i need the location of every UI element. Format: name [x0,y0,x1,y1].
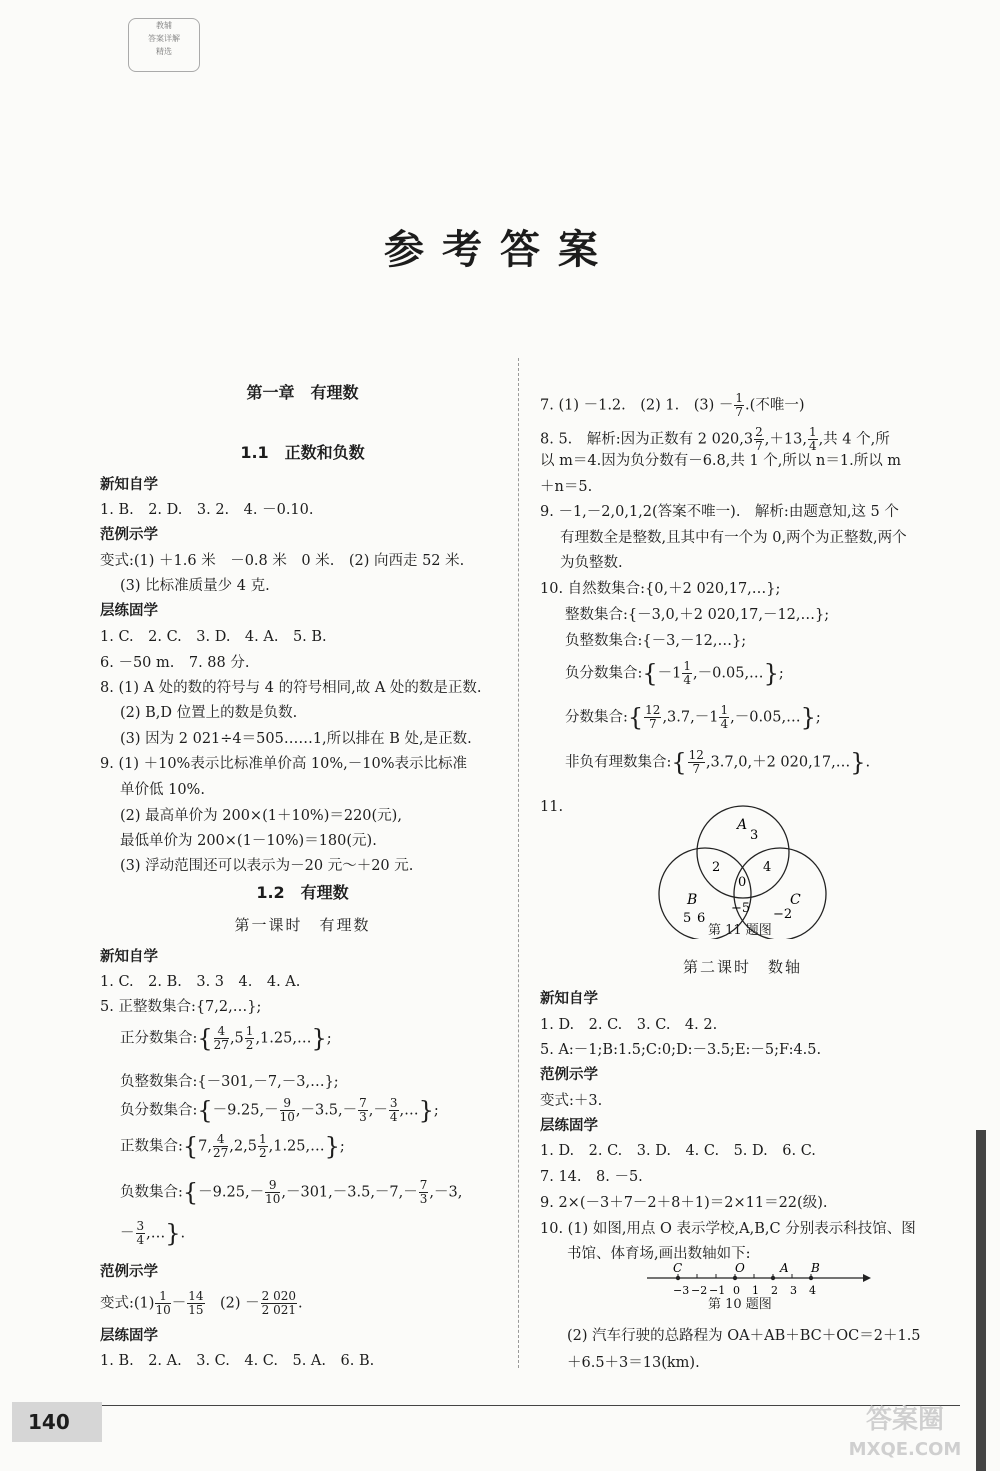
answer-line: 整数集合:{－3,0,＋2 020,17,－12,…}; [565,607,830,623]
answer-line: 9. 2×(－3＋7－2＋8＋1)＝2×11＝22(级). [540,1195,828,1211]
answer-line: 1. D. 2. C. 3. C. 4. 2. [540,1017,718,1033]
answer-line: 为负整数. [560,555,623,571]
venn-value: 5 [683,911,692,926]
answer-line: 1. B. 2. A. 3. C. 4. C. 5. A. 6. B. [100,1353,375,1369]
answer-line: (3) 因为 2 021÷4＝505……1,所以排在 B 处,是正数. [120,731,472,747]
answer-line: 7. 14. 8. －5. [540,1169,643,1185]
axis-tick-label: −1 [709,1284,726,1297]
figure-caption: 第 10 题图 [708,1297,772,1312]
venn-label-b: B [687,892,698,908]
answer-line: 10. (1) 如图,用点 O 表示学校,A,B,C 分别表示科技馆、图 [540,1221,916,1237]
axis-tick-label: −2 [691,1284,708,1297]
answer-line: 有理数全是整数,且其中有一个为 0,两个为正整数,两个 [560,530,907,546]
stamp-logo: 教辅 答案详解 精选 [128,18,200,72]
axis-point-o: O [735,1262,745,1275]
number-line [645,1262,875,1302]
subheading: 新知自学 [100,949,158,965]
subheading: 范例示学 [540,1067,598,1083]
axis-tick-label: 3 [790,1284,797,1297]
axis-tick-label: 1 [752,1284,759,1297]
answer-line: (2) B,D 位置上的数是负数. [120,705,298,721]
answer-line: (2) 最高单价为 200×(1＋10%)＝220(元), [120,808,402,824]
answer-line: 分数集合:{ $\frac{12}{7}$ ,3.7,－1 $\frac{1}{4}$ ,－0.05,…}; [565,703,821,732]
axis-tick-label: 2 [771,1284,778,1297]
axis-point-dot [733,1276,737,1280]
venn-value: 6 [697,911,706,926]
answer-line: 1. D. 2. C. 3. D. 4. C. 5. D. 6. C. [540,1143,816,1159]
answer-line: 7. (1) －1.2. (2) 1. (3) － $\frac{1}{7}$ .(不唯一) [540,391,805,419]
venn-value: 0 [738,875,747,890]
answer-line: 最低单价为 200×(1－10%)＝180(元). [120,833,377,849]
venn-label-c: C [790,892,801,908]
answer-line: 9. －1,－2,0,1,2(答案不唯一). 解析:由题意知,这 5 个 [540,504,899,520]
subheading: 层练固学 [100,1328,158,1344]
chapter-title: 第一章 有理数 [246,383,359,402]
venn-value: 3 [750,828,759,843]
answer-line: 单价低 10%. [120,782,205,798]
subheading: 范例示学 [100,1264,158,1280]
answer-line: 书馆、体育场,画出数轴如下: [567,1246,751,1262]
subheading: 层练固学 [540,1118,598,1134]
axis-point-dot [809,1276,813,1280]
axis-point-c: C [673,1262,683,1275]
answer-line: 1. B. 2. D. 3. 2. 4. －0.10. [100,502,314,518]
answer-line: 正数集合:{7, $\frac{4}{27}$ ,2,5 $\frac{1}{2}$ ,1.25,…}; [120,1132,345,1161]
answer-line: 变式:＋3. [540,1093,603,1109]
lesson-title: 第一课时 有理数 [234,916,371,934]
section-title: 1.1 正数和负数 [240,443,365,462]
axis-point-b: B [811,1262,820,1275]
answer-line: 变式:(1) $\frac{1}{10}$ － $\frac{14}{15}$ (2) － $\frac{2 020}{2 021}$ . [100,1289,303,1317]
axis-point-dot [676,1276,680,1280]
lesson-title: 第二课时 数轴 [682,958,802,976]
answer-line: ＋n＝5. [540,479,593,495]
answer-line: 负整数集合:{－301,－7,－3,…}; [120,1074,339,1090]
venn-value: −5 [731,901,751,916]
answer-line: 5. 正整数集合:{7,2,…}; [100,999,262,1015]
watermark-logo: 答案圈 MXQE.COM [848,1405,962,1460]
answer-line: ＋6.5＋3＝13(km). [567,1355,700,1371]
answer-line: 负分数集合:{－9.25,－ $\frac{9}{10}$ ,－3.5,－ $\frac{7}{3}$ ,－ $\frac{3}{4}$ ,…}; [120,1096,439,1125]
answer-line: 9. (1) ＋10%表示比标准单价高 10%,－10%表示比标准 [100,756,467,772]
answer-line: 5. A:－1;B:1.5;C:0;D:－3.5;E:－5;F:4.5. [540,1042,822,1058]
figure-caption: 第 11 题图 [708,923,772,938]
answer-line: (3) 比标准质量少 4 克. [120,578,270,594]
answer-line: (2) 汽车行驶的总路程为 OA＋AB＋BC＋OC＝2＋1.5 [567,1328,921,1344]
answer-line: － $\frac{3}{4}$ ,…}. [120,1219,186,1248]
answer-line: 负数集合:{－9.25,－ $\frac{9}{10}$ ,－301,－3.5,－7,－ $\frac{7}{3}$ ,－3, [120,1178,463,1207]
answer-line: 变式:(1) ＋1.6 米 －0.8 米 0 米. (2) 向西走 52 米. [100,553,465,569]
answer-line: 6. －50 m. 7. 88 分. [100,655,250,671]
axis-point-dot [771,1276,775,1280]
venn-value: −2 [773,907,793,922]
answer-line: 1. C. 2. B. 3. 3 4. 4. A. [100,974,301,990]
axis-point-a: A [780,1262,789,1275]
answer-line: 11. [540,799,564,815]
answer-line: 8. 5. 解析:因为正数有 2 020,3 $\frac{2}{7}$ ,＋13, $\frac{1}{4}$ ,共 4 个,所 [540,425,890,453]
answer-line: (3) 浮动范围还可以表示为－20 元～＋20 元. [120,858,414,874]
answer-line: 负整数集合:{－3,－12,…}; [565,633,747,649]
answer-line: 8. (1) A 处的数的符号与 4 的符号相同,故 A 处的数是正数. [100,680,482,696]
page-title: 参考答案 [384,227,616,273]
page-number: 140 [12,1402,102,1442]
subheading: 新知自学 [100,477,158,493]
subheading: 新知自学 [540,991,598,1007]
venn-diagram [645,804,845,939]
answer-line: 正分数集合:{ $\frac{4}{27}$ ,5 $\frac{1}{2}$ ,1.25,…}; [120,1024,332,1053]
venn-value: 2 [712,860,721,875]
answer-line: 以 m＝4.因为负分数有－6.8,共 1 个,所以 n＝1.所以 m [540,453,902,469]
answer-line: 非负有理数集合:{ $\frac{12}{7}$ ,3.7,0,＋2 020,17,…}. [565,748,871,777]
answer-line: 1. C. 2. C. 3. D. 4. A. 5. B. [100,629,327,645]
column-divider [518,358,519,1368]
subheading: 层练固学 [100,603,158,619]
axis-tick-label: 0 [733,1284,740,1297]
venn-label-a: A [737,817,748,833]
venn-value: 4 [763,860,772,875]
answer-line: 负分数集合:{－1 $\frac{1}{4}$ ,－0.05,…}; [565,659,784,688]
section-title: 1.2 有理数 [256,883,349,902]
answer-line: 10. 自然数集合:{0,＋2 020,17,…}; [540,581,781,597]
subheading: 范例示学 [100,527,158,543]
axis-tick-label: 4 [809,1284,816,1297]
axis-tick-label: −3 [673,1284,690,1297]
